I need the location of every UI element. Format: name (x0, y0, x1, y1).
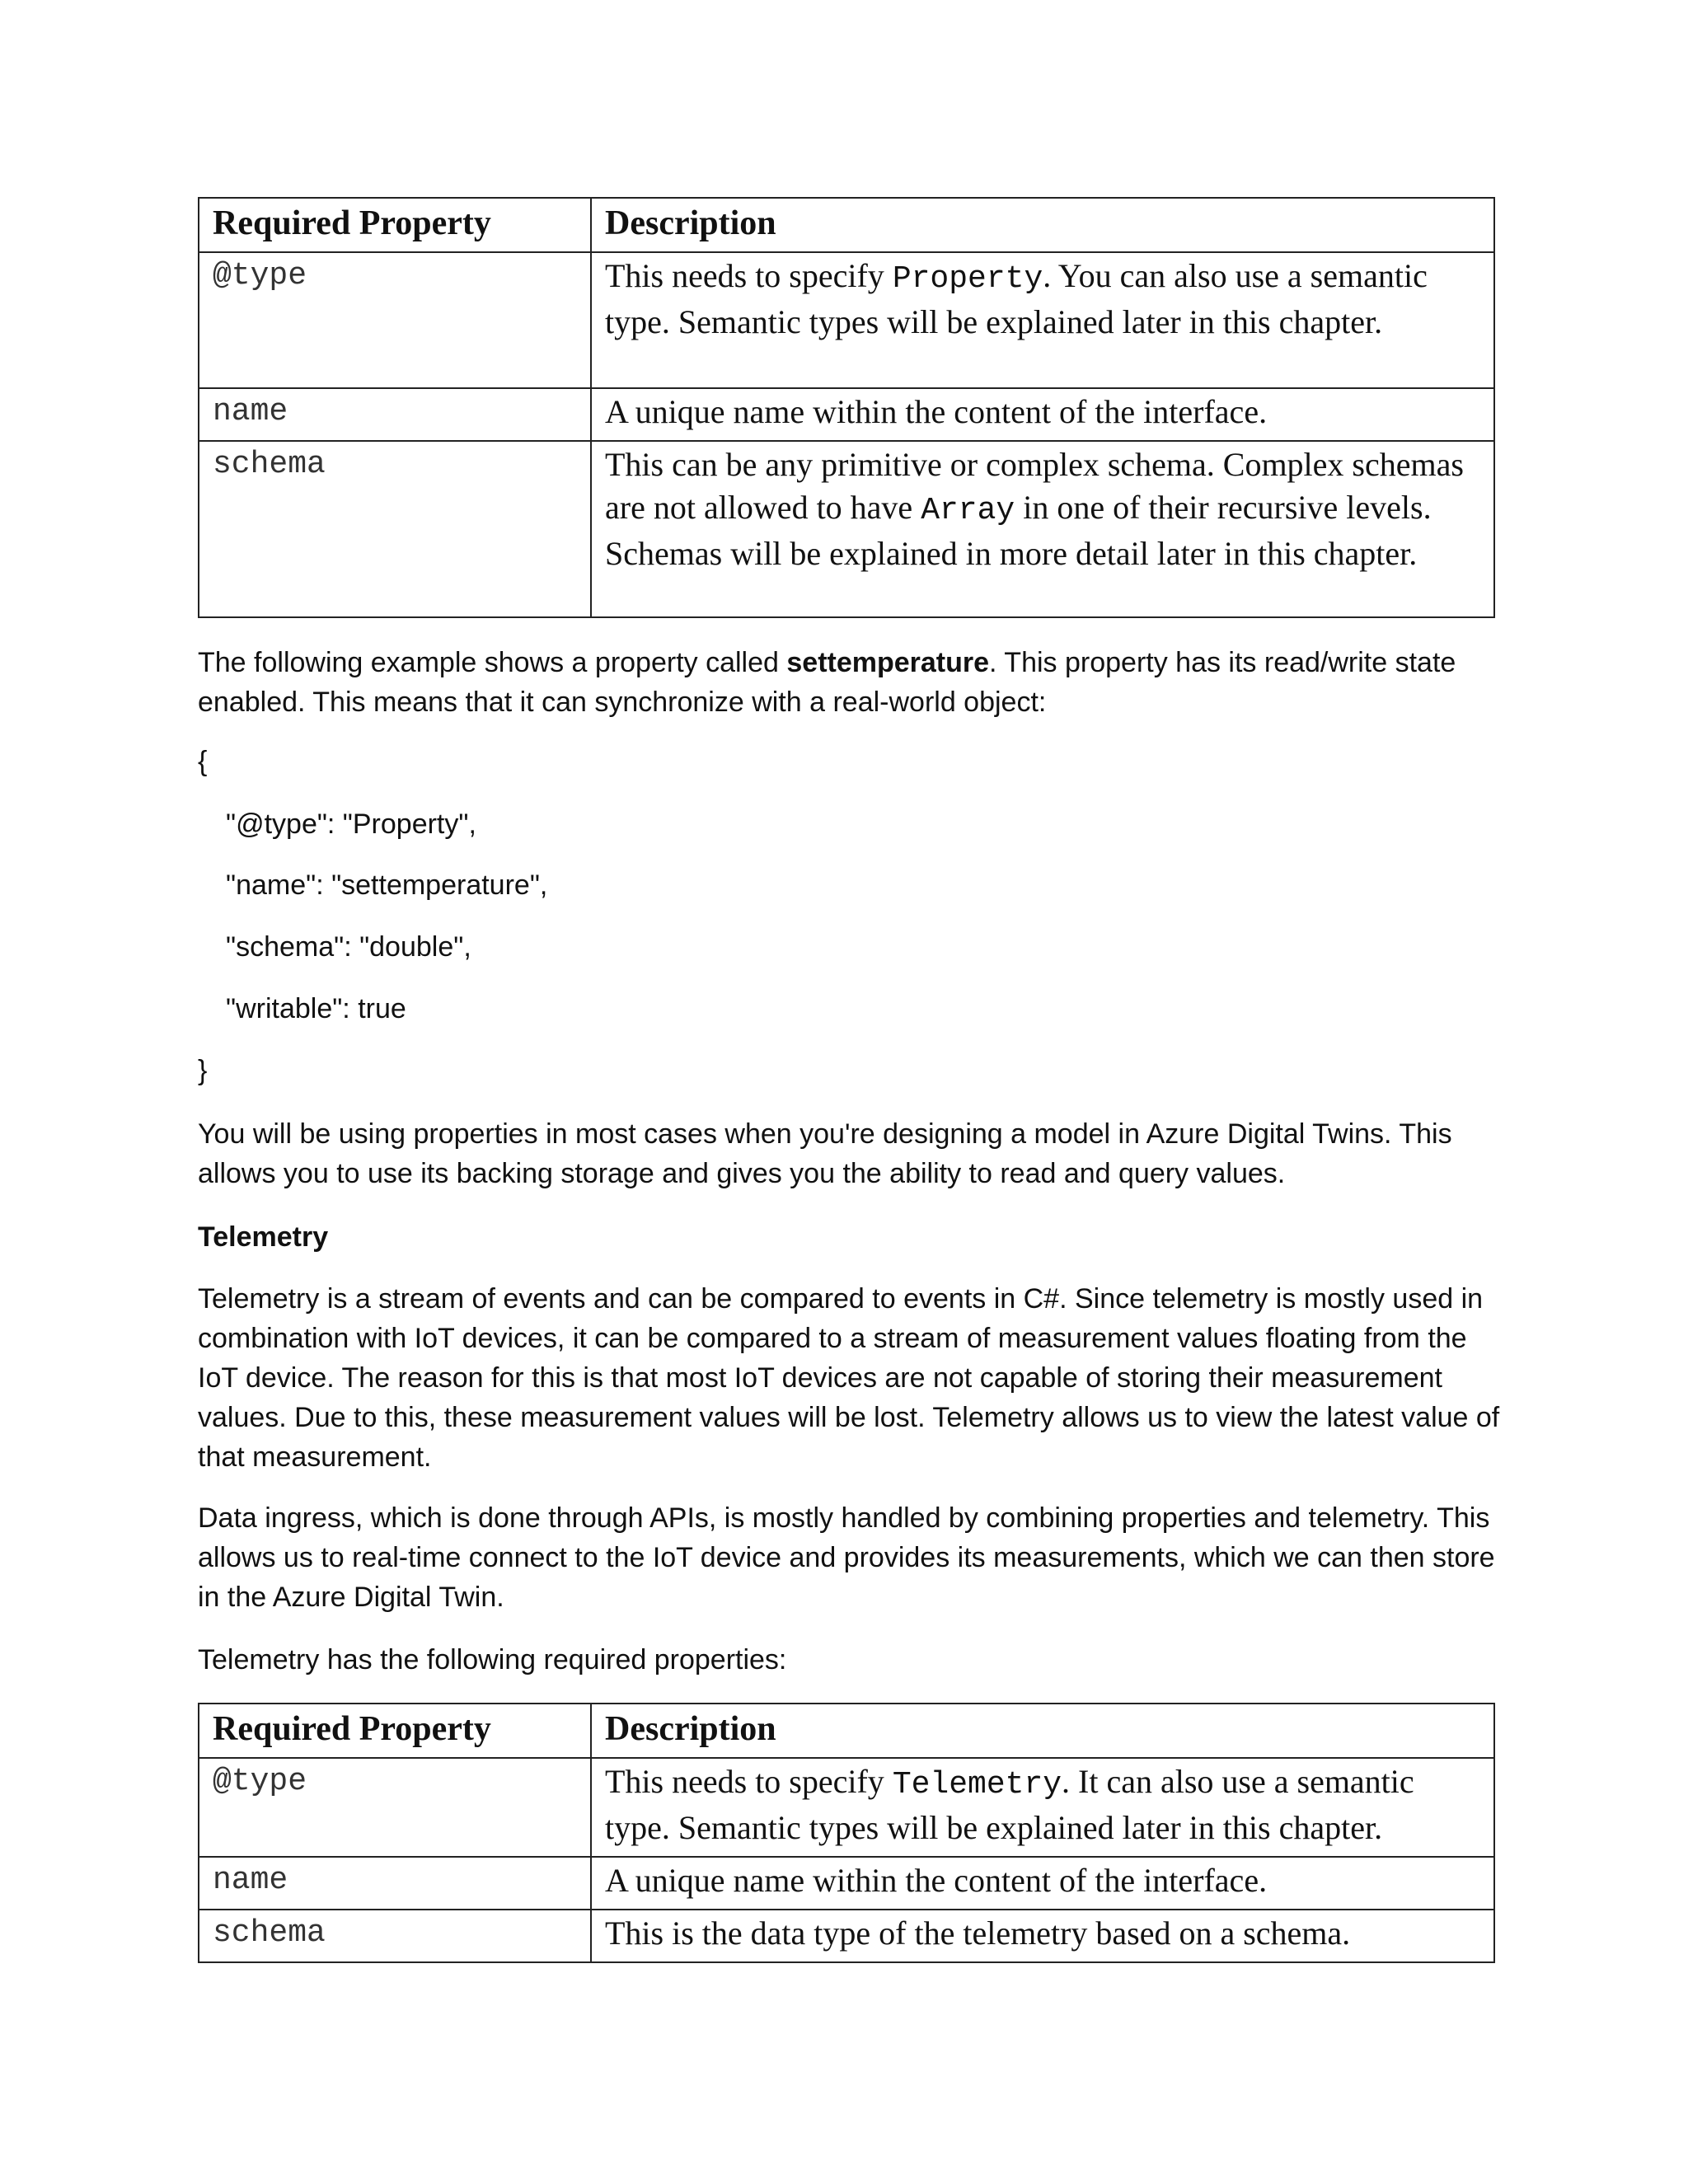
property-description (591, 1758, 1494, 1857)
column-header-property: Required Property (199, 1704, 591, 1758)
column-header-description: Description (591, 1704, 1494, 1758)
description-text: A unique name within the content of the interface. (605, 1862, 1268, 1899)
property-description (591, 252, 1494, 388)
description-code: Telemetry (892, 1767, 1062, 1802)
column-header-property: Required Property (199, 198, 591, 252)
description-text: This can be any primitive or complex schema. Complex schemas are not allowed to have (605, 446, 1464, 526)
table-header-row (199, 198, 1494, 252)
property-description (591, 1910, 1494, 1962)
table-row (199, 388, 1494, 441)
description-text: in one of their recursive levels. Schemas will be explained in more detail later in this chapter. (605, 489, 1432, 572)
telemetry-paragraph: Telemetry is a stream of events and can be compared to events in C#. Since telemetry is mostly used in combination with IoT devices, it can be compared to a stream of measurement values floating from the IoT device. The reason for this is that most IoT devices are not capable of storing their measurement values. Due to this, these measurement values will be lost. Telemetry allows us to view the latest value of that measurement. (198, 1283, 1500, 1473)
column-header-description: Description (591, 198, 1494, 252)
property-description (591, 441, 1494, 617)
property-description (591, 1857, 1494, 1910)
description-text: . You can also use a semantic type. Semantic types will be explained later in this chapter. (605, 257, 1428, 340)
code-open-brace: { (198, 746, 208, 777)
code-line: "@type": "Property", (226, 808, 476, 840)
description-code: Array (921, 493, 1015, 528)
telemetry-paragraph: Telemetry has the following required properties: (198, 1644, 787, 1675)
telemetry-paragraph: Data ingress, which is done through APIs, is mostly handled by combining properties and telemetry. This allows us to real-time connect to the IoT device and provides its measurements, which we can then store in the Azure Digital Twin. (198, 1502, 1495, 1613)
property-requirements-table (198, 197, 1495, 618)
table-row (199, 1910, 1494, 1962)
description-text: This is the data type of the telemetry based on a schema. (605, 1915, 1351, 1952)
intro-text: The following example shows a property called (198, 647, 787, 678)
property-description (591, 388, 1494, 441)
code-close-brace: } (198, 1055, 208, 1086)
property-key: name (199, 1857, 591, 1910)
code-line: "schema": "double", (226, 931, 471, 963)
property-key: schema (199, 441, 591, 617)
table-row (199, 1758, 1494, 1857)
table-row (199, 252, 1494, 388)
property-key: name (199, 388, 591, 441)
table-row (199, 1857, 1494, 1910)
table-row (199, 441, 1494, 617)
property-key: @type (199, 252, 591, 388)
description-text: This needs to specify (605, 257, 893, 294)
properties-paragraph: You will be using properties in most cases when you're designing a model in Azure Digital Twins. This allows you to use its backing storage and gives you the ability to read and query values. (198, 1118, 1452, 1189)
table-header-row (199, 1704, 1494, 1758)
property-key: @type (199, 1758, 591, 1857)
description-text: A unique name within the content of the interface. (605, 393, 1268, 430)
intro-paragraph (198, 643, 1500, 722)
description-text: This needs to specify (605, 1763, 893, 1800)
property-key: schema (199, 1910, 591, 1962)
description-code: Property (892, 261, 1043, 297)
code-line: "writable": true (226, 993, 406, 1024)
intro-text: . This property has its read/write state enabled. This means that it can synchronize with a real-world object: (198, 647, 1456, 718)
telemetry-heading: Telemetry (198, 1221, 329, 1253)
telemetry-requirements-table (198, 1703, 1495, 1963)
code-line: "name": "settemperature", (226, 869, 548, 901)
description-text: . It can also use a semantic type. Semantic types will be explained later in this chapter. (605, 1763, 1414, 1846)
intro-bold-term: settemperature (786, 647, 990, 678)
